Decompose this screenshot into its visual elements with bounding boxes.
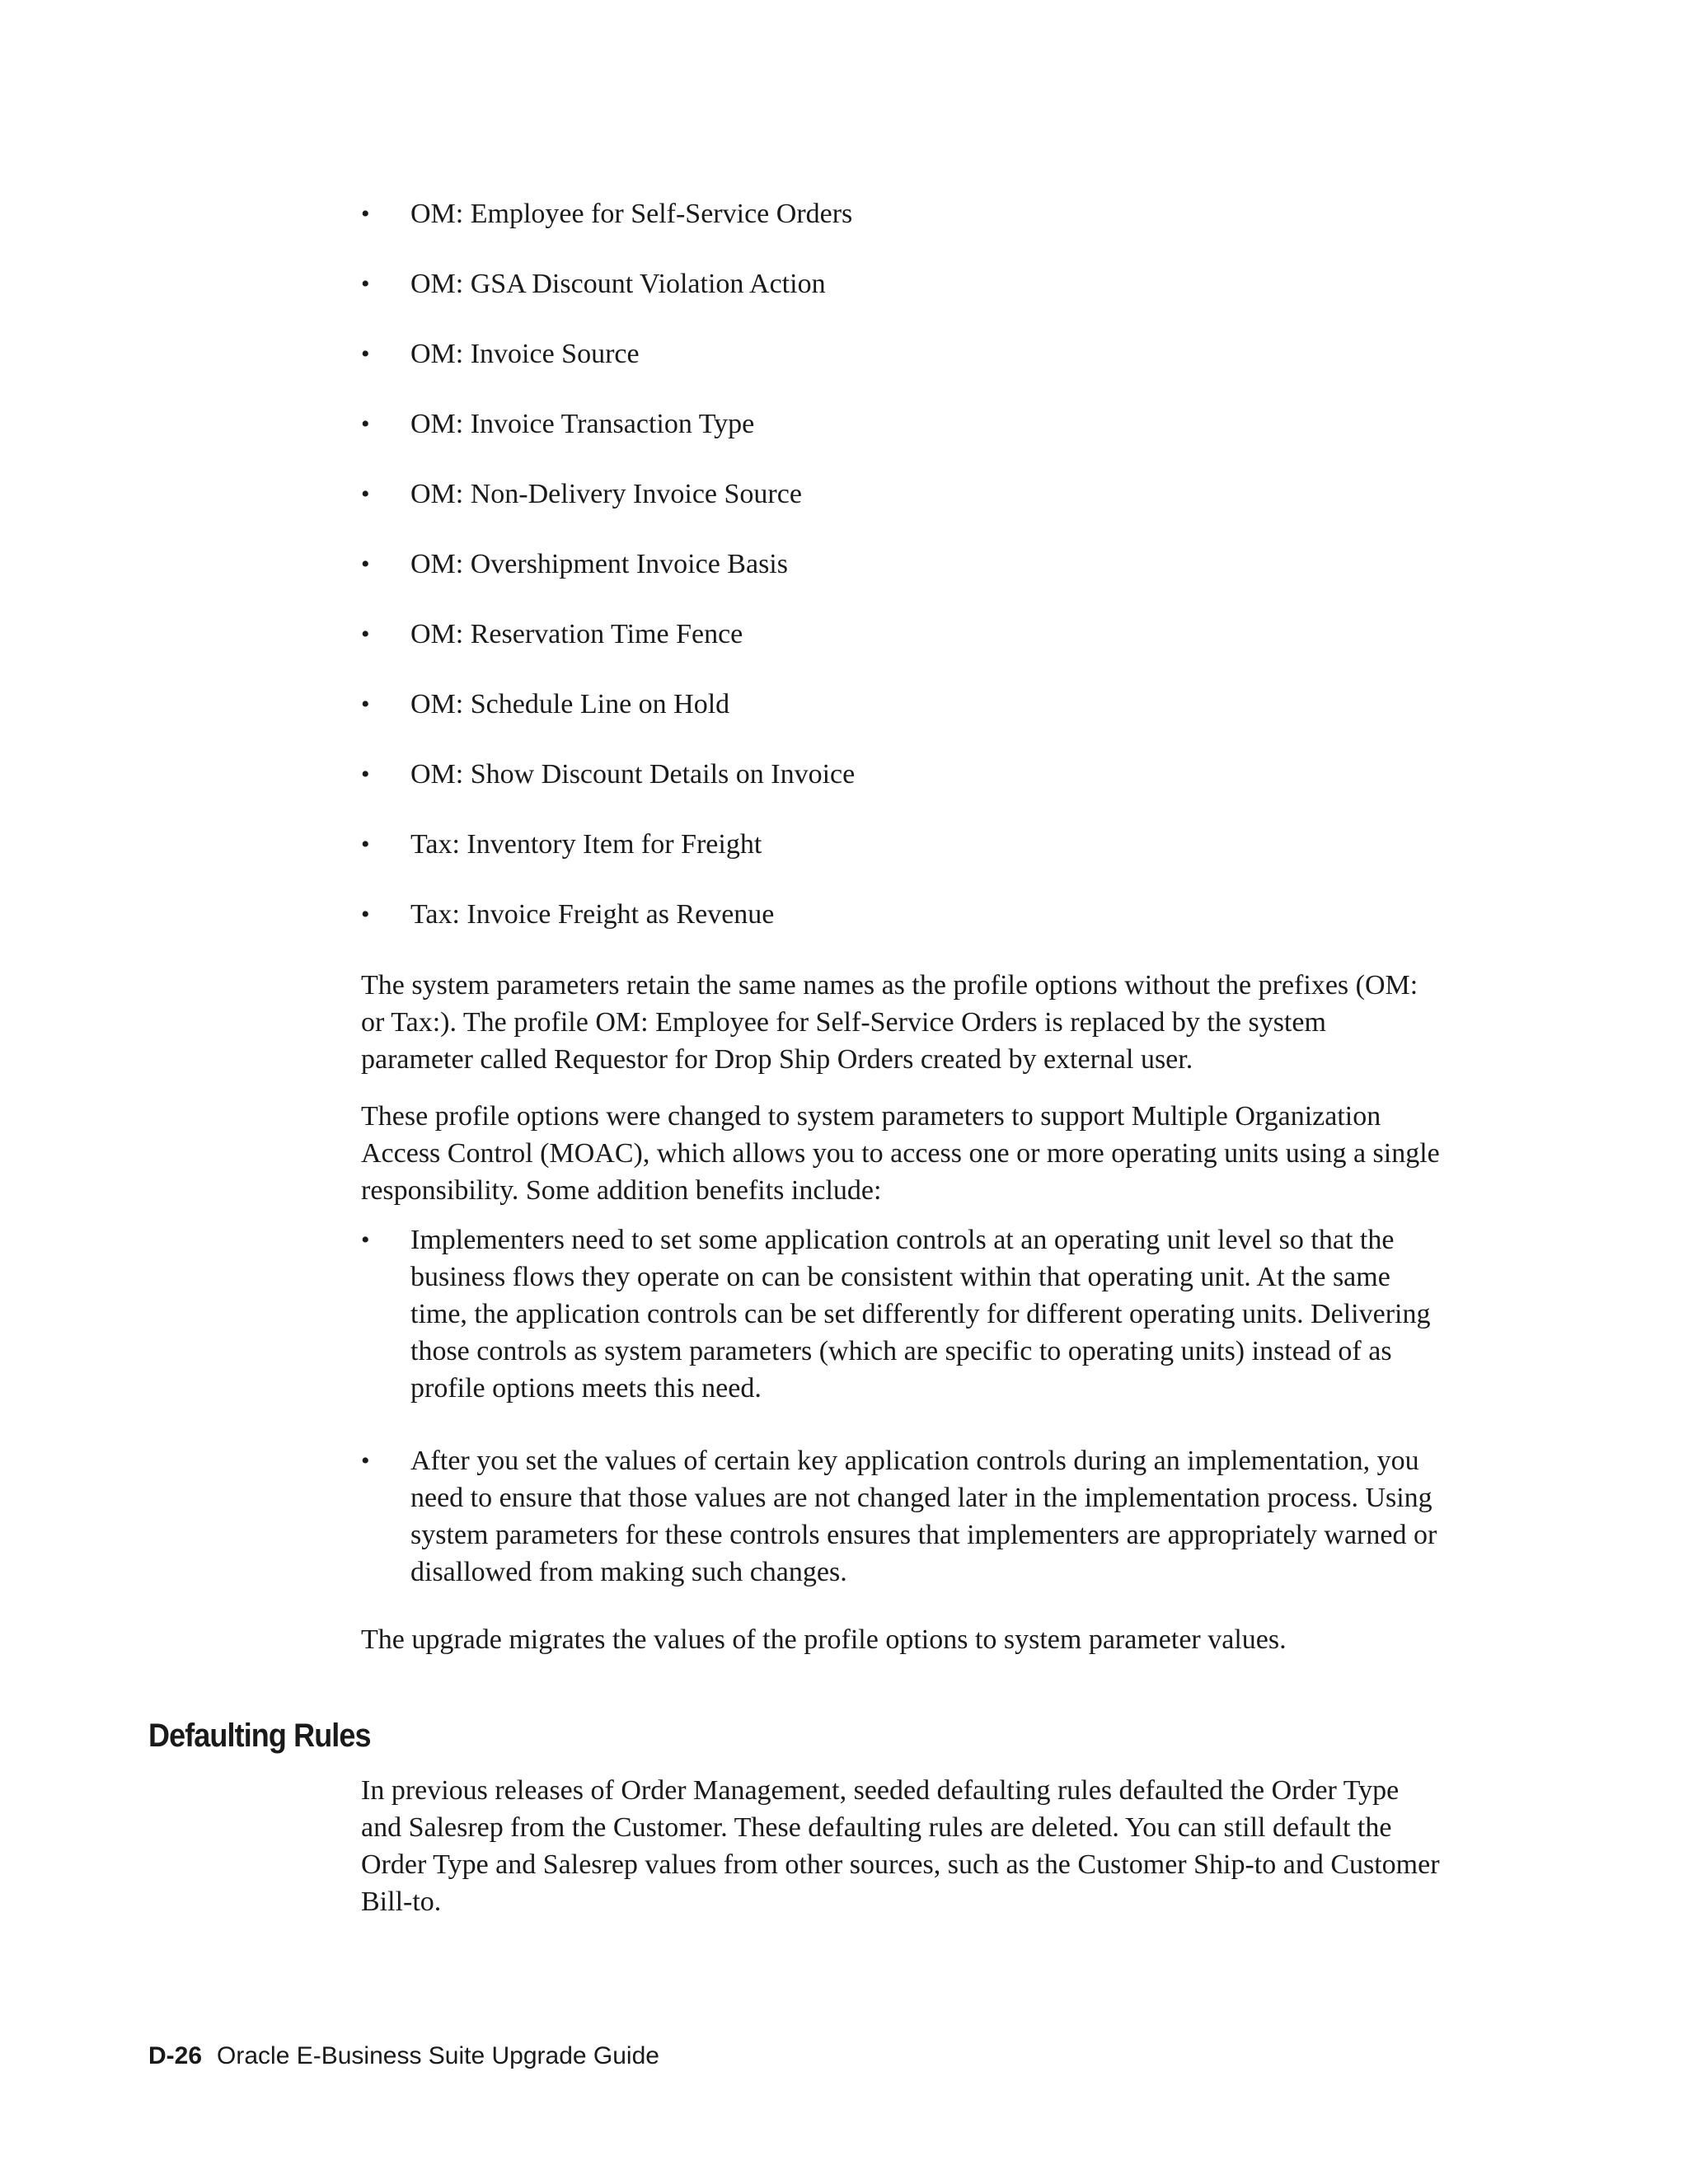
benefits-list	[361, 1221, 1441, 1407]
defaulting-rules-paragraph: In previous releases of Order Management, seeded defaulting rules defaulted the Order Type and Salesrep from the Customer. These defaulting rules are deleted. You can still default the Order Type and Salesrep values from other sources, such as the Customer Ship-to and Customer Bill-to.	[361, 1775, 1440, 1917]
bullet-icon: •	[361, 621, 370, 648]
bullet-icon: •	[361, 691, 370, 718]
bullet-icon: •	[361, 831, 370, 858]
list-item: • OM: Invoice Source	[361, 336, 1432, 373]
benefits-list-continued	[361, 1442, 1441, 1591]
page-number: D-26	[148, 2042, 203, 2069]
bullet-icon: •	[361, 1447, 370, 1474]
bullet-icon: •	[361, 200, 370, 227]
page-footer	[148, 2042, 659, 2070]
list-item: • OM: Schedule Line on Hold	[361, 687, 1432, 723]
list-item: • OM: Reservation Time Fence	[361, 616, 1432, 653]
bullet-icon: •	[361, 551, 370, 578]
list-item: • OM: Overshipment Invoice Basis	[361, 546, 1432, 583]
bullet-icon: •	[361, 761, 370, 788]
moac-paragraph: These profile options were changed to system parameters to support Multiple Organization Access Control (MOAC), which allows you to access one or more operating units using a single responsibility. Some addition benefits include:	[361, 1101, 1440, 1206]
list-item: • OM: Invoice Transaction Type	[361, 406, 1432, 443]
bullet-icon: •	[361, 340, 370, 368]
bullet-icon: •	[361, 410, 370, 438]
bullet-icon: •	[361, 480, 370, 508]
upgrade-paragraph: The upgrade migrates the values of the profile options to system parameter values.	[361, 1624, 1287, 1655]
profile-options-list	[361, 196, 1432, 967]
bullet-icon: •	[361, 1226, 370, 1254]
list-item: • Tax: Inventory Item for Freight	[361, 827, 1432, 863]
list-item: • Tax: Invoice Freight as Revenue	[361, 897, 1432, 933]
system-parameters-paragraph: The system parameters retain the same names as the profile options without the prefixes (OM: or Tax:). The profile OM: Employee for Self-Service Orders is replaced by the system parameter called Requestor for Drop Ship Orders created by external user.	[361, 970, 1418, 1075]
list-item: • OM: Employee for Self-Service Orders	[361, 196, 1432, 232]
list-item: • OM: Non-Delivery Invoice Source	[361, 476, 1432, 513]
book-title: Oracle E-Business Suite Upgrade Guide	[217, 2042, 659, 2069]
section-heading: Defaulting Rules	[148, 1718, 371, 1754]
list-item: • OM: GSA Discount Violation Action	[361, 266, 1432, 302]
bullet-icon: •	[361, 901, 370, 928]
list-item: • Implementers need to set some application controls at an operating unit level so that the business flows they operate on can be consistent within that operating unit. At the same time, the application controls can be set differently for different operating units. Delivering those controls as system parameters (which are specific to operating units) instead of as profile options meets this need.	[361, 1221, 1441, 1407]
list-item: • OM: Show Discount Details on Invoice	[361, 757, 1432, 793]
list-item: • After you set the values of certain key application controls during an implementation, you need to ensure that those values are not changed later in the implementation process. Using system parameters for these controls ensures that implementers are appropriately warned or disallowed from making such changes.	[361, 1442, 1441, 1591]
bullet-icon: •	[361, 270, 370, 298]
